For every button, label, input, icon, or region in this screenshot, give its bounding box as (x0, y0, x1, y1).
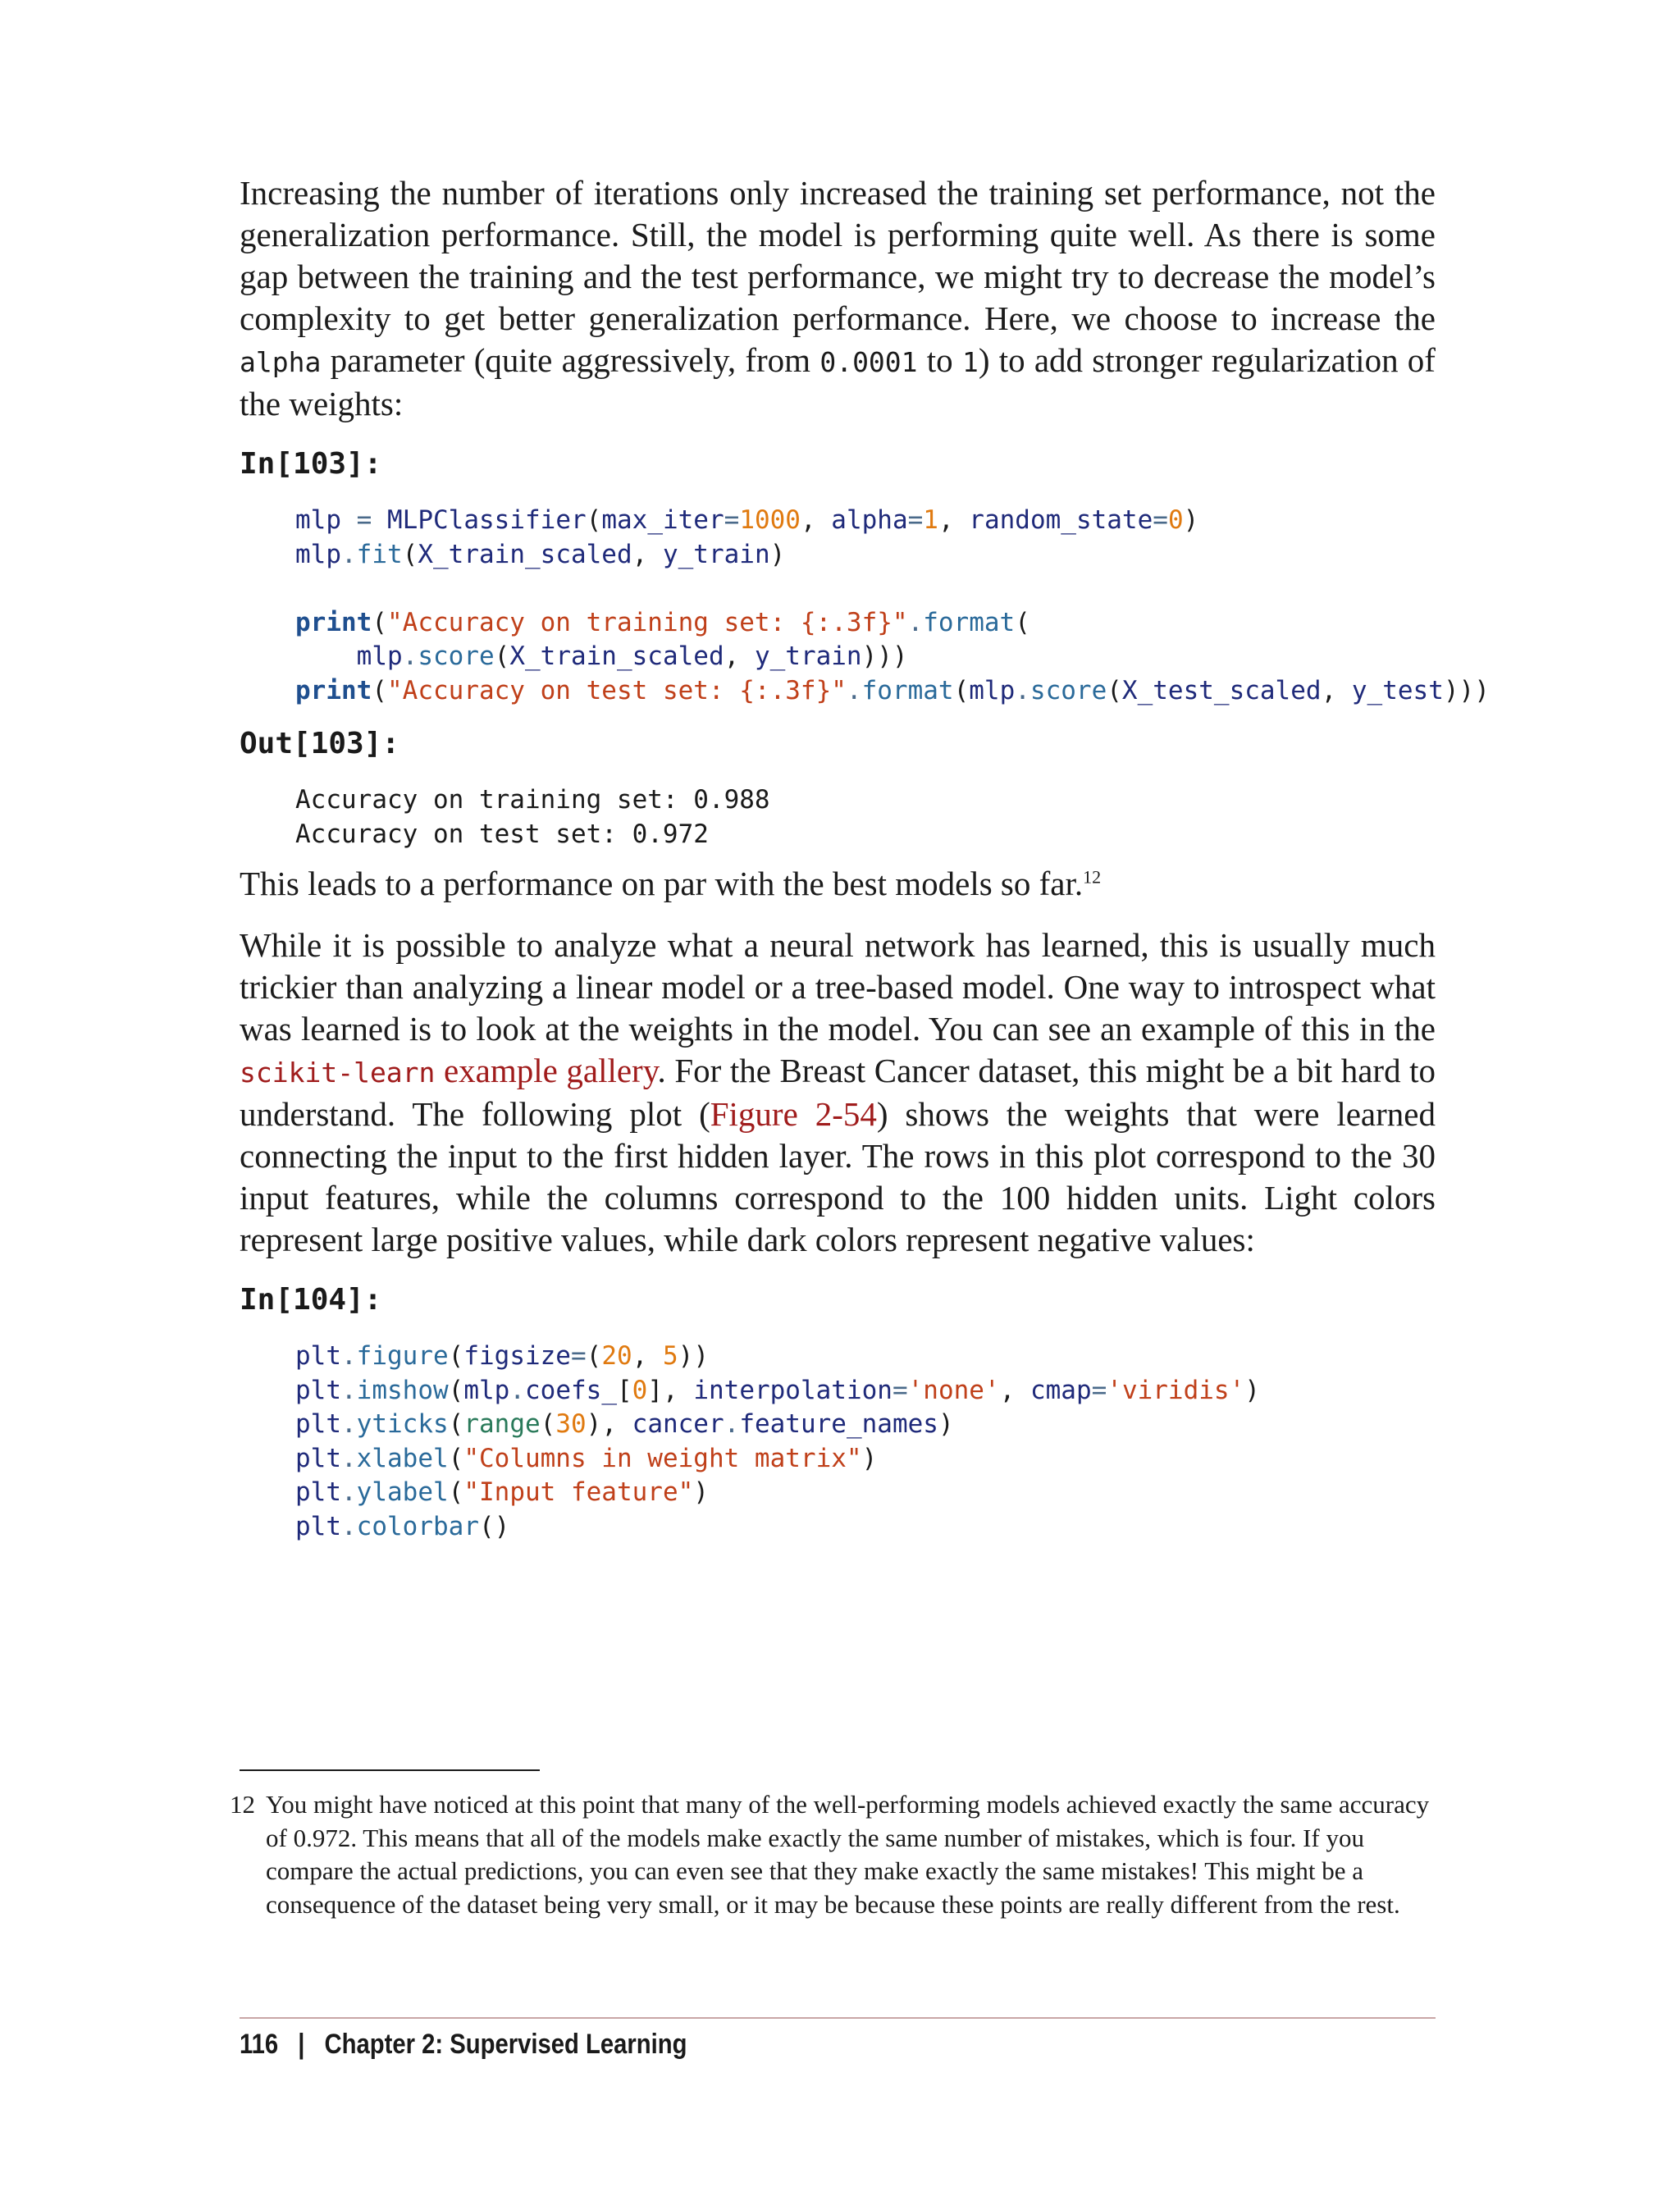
cell-104-input-label: In[104]: (240, 1283, 382, 1317)
page-content (240, 172, 1490, 1544)
figure-2-54-link[interactable]: Figure 2-54 (710, 1095, 877, 1133)
cell-103-output: Accuracy on training set: 0.988 Accuracy on test set: 0.972 (295, 785, 770, 849)
chapter-title: Chapter 2: Supervised Learning (324, 2029, 687, 2060)
footnote-number: 12 (230, 1790, 255, 1819)
page-footer (240, 2026, 687, 2062)
example-gallery-link[interactable]: scikit-learn example gallery (240, 1052, 658, 1089)
cell-103-code: mlp = MLPClassifier(max_iter=1000, alpha=1, random_state=0) mlp.fit(X_train_scaled, y_train) print("Accuracy on training set: {:.3f}".format( mlp.score(X_train_scaled, y_train))) print("Accuracy on test set: {:.3f}".format(mlp.score(X_test_scaled, y_test))) (295, 505, 1490, 705)
footnote-12 (230, 1788, 1436, 1921)
inline-code-to: 1 (961, 346, 979, 378)
footer-separator: | (298, 2029, 305, 2060)
cell-104-code: plt.figure(figsize=(20, 5)) plt.imshow(mlp.coefs_[0], interpolation='none', cmap='viridis') plt.yticks(range(30), cancer.feature_names) plt.xlabel("Columns in weight matrix") plt.ylabel("Input feature") plt.colorbar() (295, 1341, 1260, 1541)
inline-code-alpha: alpha (240, 346, 322, 378)
paragraph-weights: While it is possible to analyze what a neural network has learned, this is usually much trickier than analyzing a linear model or a tree-based model. One way to introspect what was learned is to look at the weights in the model. You can see an example of this in the scikit-learn example gallery. For the Breast Cancer dataset, this might be a bit hard to understand. The following plot (Figure 2-54) shows the weights that were learned connecting the input to the first hidden layer. The rows in this plot correspond to the 30 input features, while the columns correspond to the 100 hidden units. Light colors represent large positive values, while dark colors represent negative values: (240, 926, 1436, 1258)
paragraph-par-performance: This leads to a performance on par with the best models so far.$^{12}$ (240, 865, 1102, 902)
cell-103-output-label: Out[103]: (240, 727, 400, 760)
footnote-divider (240, 1769, 540, 1771)
page-number: 116 (240, 2029, 279, 2060)
footnote-ref-12[interactable]: 12 (1083, 866, 1102, 888)
footer-divider (240, 2017, 1436, 2019)
footnote-text: You might have noticed at this point that many of the well-performing models achieved exactly the same accuracy of 0.972. This means that all of the models make exactly the same number of mistakes, which is four. If you compare the actual predictions, you can even see that they make exactly the same mistakes! This might be a consequence of the dataset being very small, or it may be because these points are really different from the rest. (266, 1790, 1430, 1919)
inline-code-from: 0.0001 (819, 346, 918, 378)
paragraph-regularization: Increasing the number of iterations only increased the training set performance, not the generalization performance. Still, the model is performing quite well. As there is some gap between the training and the test performance, we might try to decrease the model’s complexity to get better generalization performance. Here, we choose to increase the alpha parameter (quite aggressively, from 0.0001 to 1) to add stronger regularization of the weights: (240, 174, 1436, 422)
cell-103-input-label: In[103]: (240, 447, 382, 481)
